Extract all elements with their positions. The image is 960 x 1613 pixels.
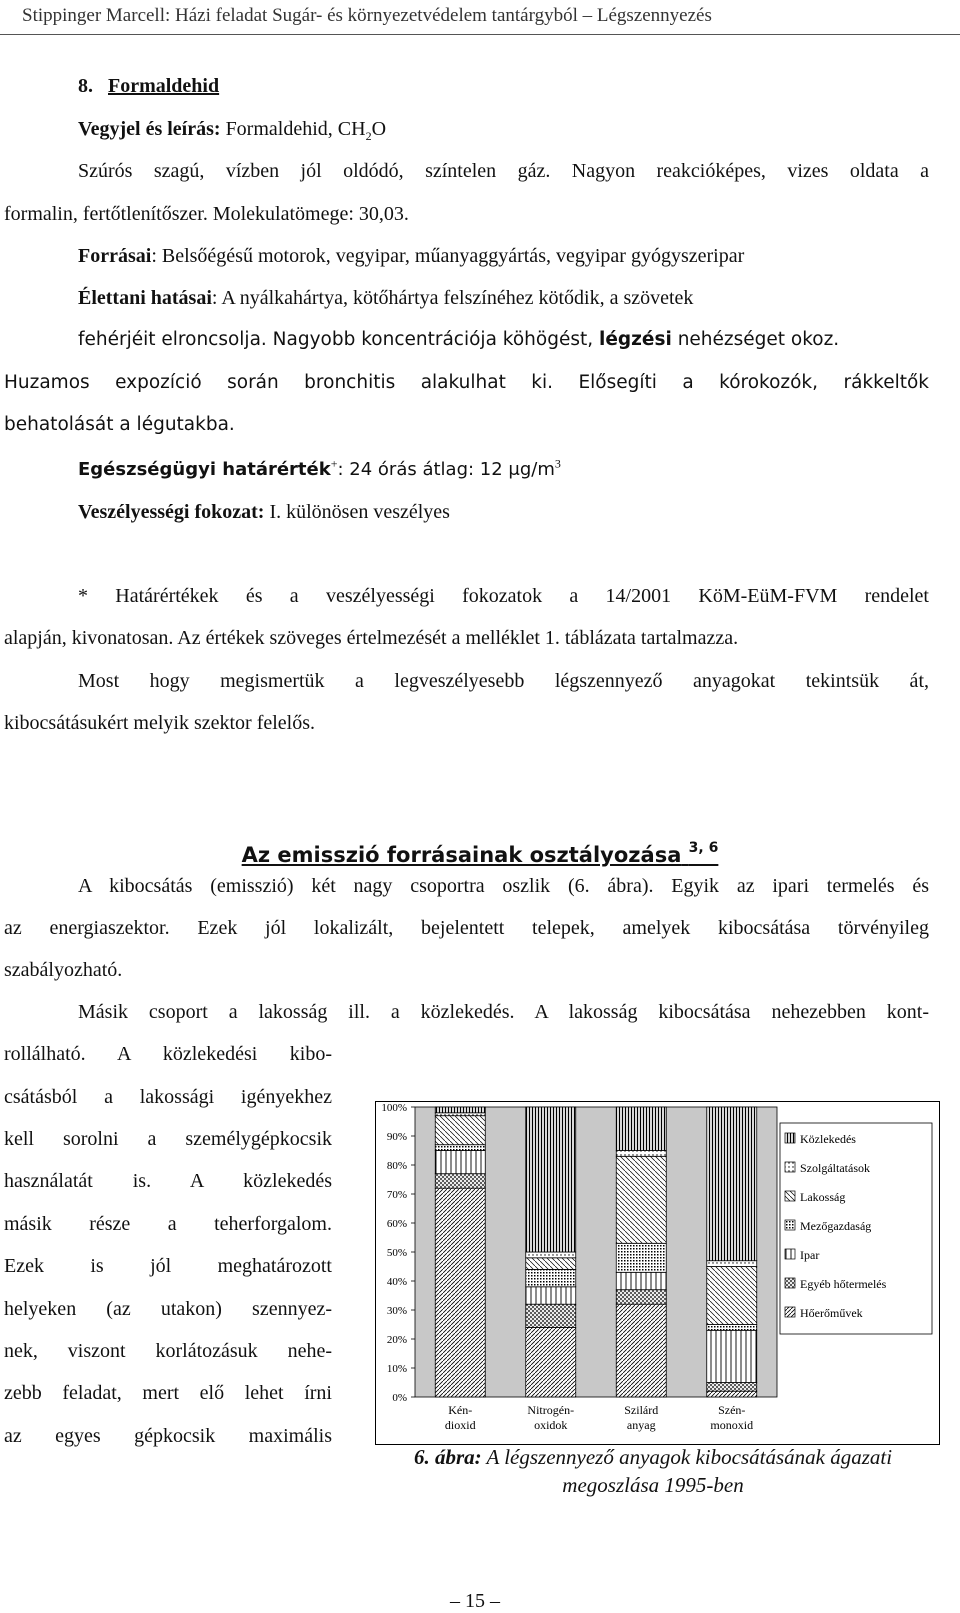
- bar-segment: [526, 1304, 576, 1327]
- bar-segment: [616, 1290, 666, 1305]
- bar-segment: [707, 1330, 757, 1382]
- sources-label: Forrásai: [78, 245, 152, 267]
- limit-text: : 24 órás átlag: 12 μg/m: [337, 459, 555, 480]
- bar-segment: [435, 1151, 485, 1174]
- bar-segment: [616, 1107, 666, 1151]
- bar-segment: [616, 1243, 666, 1272]
- legend-swatch: [785, 1220, 795, 1230]
- y-tick-label: 20%: [386, 1334, 407, 1346]
- note-line-1: * Határértékek és a veszélyességi fokozatok a 14/2001 KöM-EüM-FVM rendelet: [78, 585, 929, 607]
- bar-segment: [707, 1391, 757, 1397]
- caption-number: 6. ábra:: [413, 1445, 482, 1469]
- body-p2-line-3: csátásból a lakossági igényekhez: [4, 1086, 332, 1108]
- section-title: Formaldehid: [108, 75, 220, 97]
- plot-area: [376, 1102, 940, 1445]
- figure-caption-line-2: megoszlása 1995-ben: [562, 1473, 744, 1497]
- section-heading: [78, 74, 219, 98]
- bar-segment: [616, 1151, 666, 1157]
- bar-segment: [707, 1267, 757, 1325]
- x-tick-label: Kén-: [448, 1403, 473, 1417]
- body-p2-line-9: nek, viszont korlátozásuk nehe-: [4, 1340, 332, 1362]
- bar-segment: [616, 1304, 666, 1397]
- heading-text: Az emisszió forrásainak osztályozása: [241, 843, 682, 867]
- bar-segment: [707, 1325, 757, 1331]
- bar-segment: [707, 1107, 757, 1261]
- y-tick-label: 100%: [381, 1102, 407, 1114]
- legend-swatch: [785, 1307, 795, 1317]
- bar-segment: [435, 1188, 485, 1397]
- body-p2-line-4: kell sorolni a személygépkocsik: [4, 1128, 332, 1150]
- body-p2-line-8: helyeken (az utakon) szennyez-: [4, 1298, 332, 1320]
- y-tick-label: 90%: [386, 1131, 407, 1143]
- legend-label: Közlekedés: [800, 1132, 856, 1146]
- x-tick-label: oxidok: [534, 1418, 568, 1432]
- danger-line: [78, 500, 450, 524]
- body-p2-line-7: Ezek is jól meghatározott: [4, 1255, 332, 1277]
- effects-label: Élettani hatásai: [78, 287, 212, 309]
- x-tick-label: dioxid: [444, 1418, 476, 1432]
- y-tick-label: 10%: [386, 1363, 407, 1375]
- bar-segment: [526, 1269, 576, 1286]
- limit-label: Egészségügyi határérték: [78, 459, 331, 480]
- limit-marker: +: [330, 456, 338, 471]
- legend-swatch: [785, 1278, 795, 1288]
- bar-segment: [435, 1113, 485, 1116]
- description-line-2: formalin, fertőtlenítőszer. Molekulatömege: 30,03.: [4, 203, 409, 225]
- legend-label: Szolgáltatások: [800, 1161, 870, 1175]
- formula-name: Formaldehid, CH: [225, 118, 366, 140]
- body-p2-line-10: zebb feladat, mert elő lehet írni: [4, 1382, 332, 1404]
- limit-unit-sup: 3: [554, 456, 561, 471]
- formula-line: [78, 117, 386, 141]
- y-tick-label: 0%: [392, 1392, 407, 1404]
- body-p2-line-11: az egyes gépkocsik maximális: [4, 1425, 332, 1447]
- y-tick-label: 80%: [386, 1160, 407, 1172]
- bar-segment: [526, 1258, 576, 1270]
- x-tick-label: Szilárd: [624, 1403, 659, 1417]
- danger-text: I. különösen veszélyes: [269, 501, 450, 523]
- formula-subscript: 2: [365, 129, 372, 143]
- body-p1-line-2: az energiaszektor. Ezek jól lokalizált, bejelentett telepek, amelyek kibocsátása törvényileg: [4, 917, 929, 939]
- sources-line: [78, 244, 744, 268]
- sources-text: : Belsőégésű motorok, vegyipar, műanyaggyártás, vegyipar gyógyszeripar: [151, 245, 745, 267]
- body-p2-line-2: rollálható. A közlekedési kibo-: [4, 1043, 332, 1065]
- bar-segment: [616, 1156, 666, 1243]
- note-line-2: alapján, kivonatosan. Az értékek szöveges értelmezését a melléklet 1. táblázata tartalmazza.: [4, 627, 739, 649]
- legend-label: Lakosság: [800, 1190, 846, 1204]
- body-p1-line-1: A kibocsátás (emisszió) két nagy csoportra oszlik (6. ábra). Egyik az ipari termelés és: [78, 875, 929, 897]
- legend-swatch: [785, 1191, 795, 1201]
- effects-text-2c: nehézséget okoz.: [677, 329, 840, 350]
- y-tick-label: 60%: [386, 1218, 407, 1230]
- formula-label: Vegyjel és leírás:: [78, 118, 221, 140]
- y-tick-label: 40%: [386, 1276, 407, 1288]
- caption-text-1: A légszennyező anyagok kibocsátásának ágazati: [486, 1445, 893, 1469]
- legend-swatch: [785, 1133, 795, 1143]
- legend-label: Egyéb hőtermelés: [800, 1277, 887, 1291]
- section-title-emission: [0, 840, 960, 867]
- section-number: 8.: [78, 75, 93, 97]
- legend-label: Hőerőművek: [800, 1306, 863, 1320]
- limit-line: [78, 457, 561, 482]
- effects-line-2: [78, 328, 839, 352]
- x-tick-label: monoxid: [710, 1418, 754, 1432]
- effects-bold-word: légzési: [599, 329, 672, 350]
- body-p2-line-6: másik része a teherforgalom.: [4, 1213, 332, 1235]
- bar-segment: [707, 1383, 757, 1392]
- bar-segment: [435, 1174, 485, 1189]
- bar-segment: [435, 1116, 485, 1145]
- bar-segment: [435, 1145, 485, 1151]
- x-tick-label: Szén-: [718, 1403, 746, 1417]
- bar-segment: [526, 1107, 576, 1252]
- y-tick-label: 70%: [386, 1189, 407, 1201]
- effects-text: : A nyálkahártya, kötőhártya felszínéhez kötődik, a szövetek: [211, 287, 694, 309]
- body-p1-line-3: szabályozható.: [4, 959, 123, 981]
- legend-swatch: [785, 1249, 795, 1259]
- bar-segment: [707, 1261, 757, 1267]
- emission-chart: [375, 1101, 940, 1446]
- effects-line-1: [78, 286, 693, 310]
- y-tick-label: 30%: [386, 1305, 407, 1317]
- bar-segment: [526, 1252, 576, 1258]
- bar-segment: [435, 1107, 485, 1113]
- page-number: – 15 –: [450, 1590, 500, 1612]
- effects-line-4: behatolását a légutakba.: [4, 414, 235, 435]
- legend-label: Mezőgazdaság: [800, 1219, 872, 1233]
- y-tick-label: 50%: [386, 1247, 407, 1259]
- x-tick-label: Nitrogén-: [527, 1403, 575, 1417]
- description-line-1: Szúrós szagú, vízben jól oldódó, színtelen gáz. Nagyon reakcióképes, vizes oldata a: [78, 160, 929, 182]
- legend-label: Ipar: [800, 1248, 820, 1262]
- body-p2-line-1: Másik csoport a lakosság ill. a közlekedés. A lakosság kibocsátása nehezebben kont-: [78, 1001, 929, 1023]
- danger-label: Veszélyességi fokozat:: [78, 501, 265, 523]
- bar-segment: [526, 1327, 576, 1397]
- body-p2-line-5: használatát is. A közlekedés: [4, 1170, 332, 1192]
- note-line-4: kibocsátásukért melyik szektor felelős.: [4, 712, 316, 734]
- x-tick-label: anyag: [626, 1418, 656, 1432]
- heading-refs: 3, 6: [688, 840, 719, 856]
- effects-text-2a: fehérjéit elroncsolja. Nagyobb koncentrációja köhögést,: [78, 329, 594, 350]
- legend-swatch: [785, 1162, 795, 1172]
- running-header: Stippinger Marcell: Házi feladat Sugár- és környezetvédelem tantárgyból – Légszennyezés: [0, 0, 960, 35]
- formula-suffix: O: [371, 118, 387, 140]
- figure-caption-line-1: [368, 1443, 938, 1471]
- bar-segment: [526, 1287, 576, 1304]
- note-line-3: Most hogy megismertük a legveszélyesebb légszennyező anyagokat tekintsük át,: [78, 670, 929, 692]
- bar-segment: [616, 1272, 666, 1289]
- effects-line-3: Huzamos expozíció során bronchitis alakulhat ki. Elősegíti a kórokozók, rákkeltők: [4, 372, 929, 393]
